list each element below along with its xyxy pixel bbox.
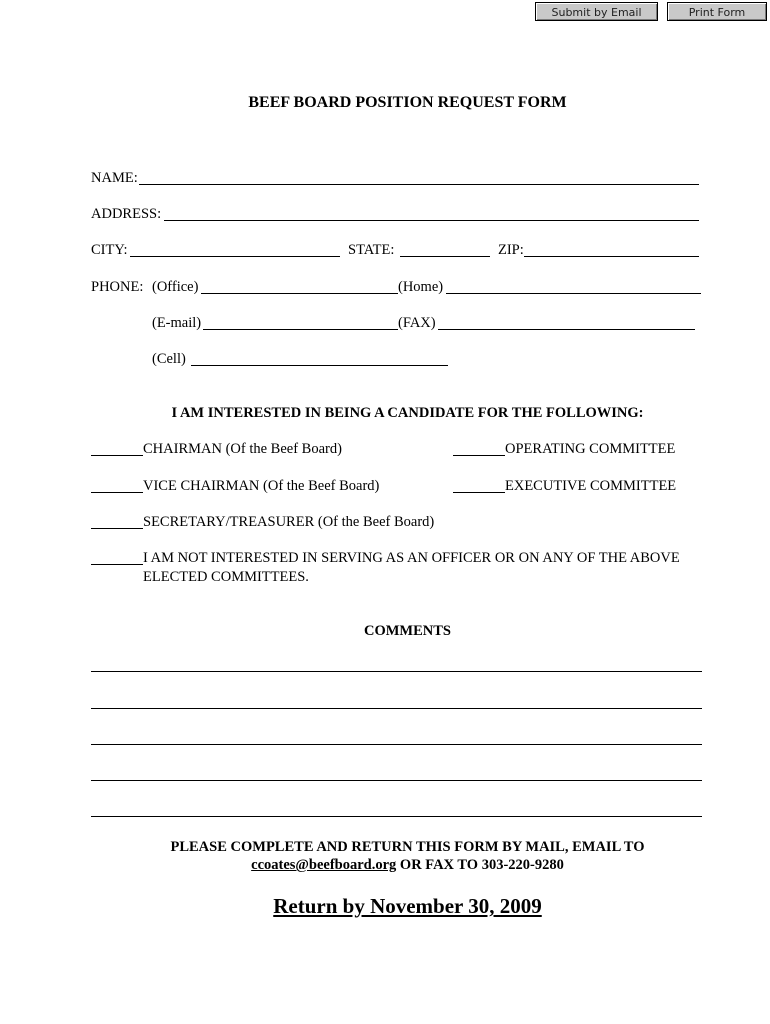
return-by-date: Return by November 30, 2009 [273, 894, 542, 918]
fax-field[interactable] [438, 329, 695, 330]
comment-line-2[interactable] [91, 708, 702, 709]
page-title: BEEF BOARD POSITION REQUEST FORM [248, 94, 567, 111]
secretary-checkline[interactable] [91, 528, 143, 529]
footer-email-link[interactable]: ccoates@beefboard.org [251, 857, 397, 873]
footer-fax: OR FAX TO 303-220-9280 [396, 857, 564, 873]
city-field[interactable] [130, 256, 340, 257]
comment-line-4[interactable] [91, 780, 702, 781]
interest-heading: I AM INTERESTED IN BEING A CANDIDATE FOR THE FOLLOWING: [171, 405, 644, 421]
office-phone-field[interactable] [201, 293, 398, 294]
office-label: (Office) [152, 279, 199, 295]
address-label: ADDRESS: [91, 206, 162, 222]
chairman-checkline[interactable] [91, 455, 143, 456]
comment-line-5[interactable] [91, 816, 702, 817]
comment-line-1[interactable] [91, 671, 702, 672]
email-field[interactable] [203, 329, 398, 330]
operating-committee-checkline[interactable] [453, 455, 505, 456]
cell-label: (Cell) [152, 351, 186, 367]
home-phone-field[interactable] [446, 293, 701, 294]
email-label: (E-mail) [152, 315, 202, 331]
not-interested-option: I AM NOT INTERESTED IN SERVING AS AN OFFICER OR ON ANY OF THE ABOVE [143, 550, 680, 566]
fax-label: (FAX) [398, 315, 436, 331]
state-field[interactable] [400, 256, 490, 257]
print-form-button[interactable]: Print Form [667, 2, 767, 21]
comment-line-3[interactable] [91, 744, 702, 745]
secretary-option: SECRETARY/TREASURER (Of the Beef Board) [143, 514, 435, 530]
city-label: CITY: [91, 242, 128, 258]
executive-committee-option: EXECUTIVE COMMITTEE [505, 478, 677, 494]
name-field[interactable] [139, 184, 699, 185]
footer-instructions: PLEASE COMPLETE AND RETURN THIS FORM BY MAIL, EMAIL TO [170, 839, 645, 855]
not-interested-checkline[interactable] [91, 564, 143, 565]
not-interested-option-cont: ELECTED COMMITTEES. [143, 569, 309, 585]
zip-label: ZIP: [498, 242, 524, 258]
operating-committee-option: OPERATING COMMITTEE [505, 441, 676, 457]
vice-chairman-checkline[interactable] [91, 492, 143, 493]
phone-label: PHONE: [91, 279, 144, 295]
vice-chairman-option: VICE CHAIRMAN (Of the Beef Board) [143, 478, 380, 494]
footer-contact [0, 857, 770, 874]
executive-committee-checkline[interactable] [453, 492, 505, 493]
name-label: NAME: [91, 170, 138, 186]
zip-field[interactable] [524, 256, 699, 257]
address-field[interactable] [164, 220, 699, 221]
submit-by-email-button[interactable]: Submit by Email [535, 2, 658, 21]
chairman-option: CHAIRMAN (Of the Beef Board) [143, 441, 342, 457]
comments-heading: COMMENTS [364, 623, 451, 639]
cell-phone-field[interactable] [191, 365, 448, 366]
state-label: STATE: [348, 242, 395, 258]
home-label: (Home) [398, 279, 444, 295]
